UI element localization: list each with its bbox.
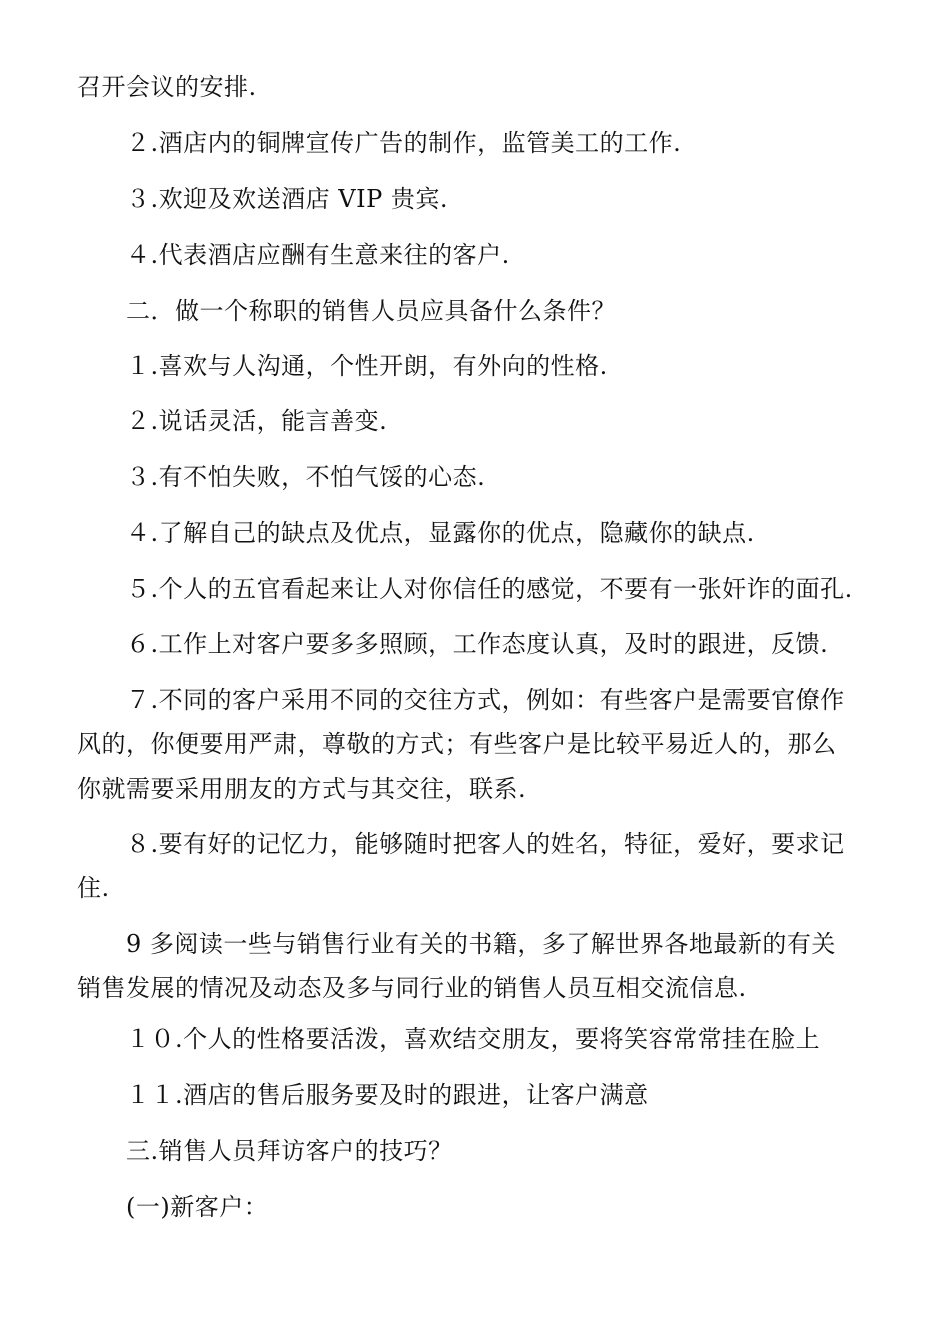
text-line-12: ７.不同的客户采用不同的交往方式，例如：有些客户是需要官僚作 bbox=[126, 686, 845, 714]
text-line-7: ２.说话灵活，能言善变. bbox=[126, 407, 388, 435]
section-heading-2: 二．做一个称职的销售人员应具备什么条件？ bbox=[126, 297, 616, 325]
text-line-13: 风的，你便要用严肃，尊敬的方式；有些客户是比较平易近人的，那么 bbox=[77, 730, 837, 758]
text-line-20: １１.酒店的售后服务要及时的跟进，让客户满意 bbox=[126, 1081, 649, 1109]
text-line-2: ２.酒店内的铜牌宣传广告的制作，监管美工的工作. bbox=[126, 129, 682, 157]
text-line-4: ４.代表酒店应酬有生意来往的客户. bbox=[126, 241, 510, 269]
text-line-15: ８.要有好的记忆力，能够随时把客人的姓名，特征，爱好，要求记 bbox=[126, 830, 845, 858]
text-line-11: ６.工作上对客户要多多照顾，工作态度认真，及时的跟进，反馈. bbox=[126, 630, 829, 658]
text-line-1: 召开会议的安排. bbox=[77, 73, 257, 101]
text-line-9: ４.了解自己的缺点及优点，显露你的优点，隐藏你的缺点. bbox=[126, 519, 755, 547]
text-line-16: 住. bbox=[77, 874, 110, 902]
subsection-heading-new-customer: (一)新客户： bbox=[126, 1193, 269, 1221]
text-line-3: ３.欢迎及欢送酒店 VIP 贵宾. bbox=[126, 185, 448, 213]
text-line-18: 销售发展的情况及动态及多与同行业的销售人员互相交流信息. bbox=[77, 974, 747, 1002]
text-line-10: ５.个人的五官看起来让人对你信任的感觉，不要有一张奸诈的面孔. bbox=[126, 575, 853, 603]
text-line-8: ３.有不怕失败，不怕气馁的心态. bbox=[126, 463, 486, 491]
text-line-19: １０.个人的性格要活泼，喜欢结交朋友，要将笑容常常挂在脸上 bbox=[126, 1025, 821, 1053]
text-line-17: 9 多阅读一些与销售行业有关的书籍，多了解世界各地最新的有关 bbox=[126, 930, 836, 958]
section-heading-3: 三.销售人员拜访客户的技巧？ bbox=[126, 1137, 453, 1165]
text-line-14: 你就需要采用朋友的方式与其交往，联系. bbox=[77, 775, 527, 803]
text-line-6: １.喜欢与人沟通，个性开朗，有外向的性格. bbox=[126, 352, 608, 380]
